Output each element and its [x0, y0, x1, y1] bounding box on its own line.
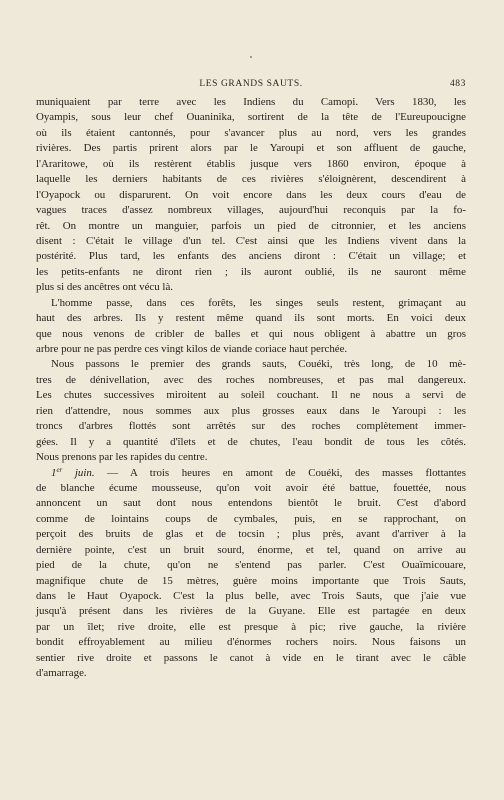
text-line: arbre pour ne pas perdre ces vingt kilos de viande coriace haut perchée.: [36, 343, 348, 355]
text-line: Oyampis, sous leur chef Ouaninika, sortirent de la tête de l'Eureupoucigne: [36, 111, 466, 124]
text-line: par un îlet; rive droite, elle est presque à pic; rive gauche, la rivière: [36, 620, 466, 633]
text-line: haut des arbres. Ils y restent même quand ils sont morts. En voici deux: [36, 312, 466, 325]
text-line: plus si des ancêtres ont vécu là.: [36, 281, 173, 294]
text-line: rien d'attendre, nous sommes aux plus grosses eaux dans le Yaroupi : les: [36, 404, 466, 417]
text-line: comme de lointains coups de cymbales, puis, en se rapprochant, on: [36, 512, 466, 525]
text-line: Les chutes successives miroitent au soleil couchant. Il ne nous a servi de: [36, 389, 466, 402]
date-month: juin.: [74, 466, 95, 479]
text-line: muniquaient par terre avec les Indiens du Camopi. Vers 1830, les: [36, 96, 466, 108]
text-line: postérité. Plus tard, les enfants des anciens diront : C'était un village; et: [36, 250, 466, 263]
date-day: 1: [51, 466, 57, 479]
body-text: [36, 95, 466, 682]
paper-speck: [250, 56, 252, 58]
text-line: [36, 466, 466, 481]
text-line: jusqu'à présent dans les rivières de la Guyane. Elle est partagée en deux: [36, 605, 466, 618]
text-line: magnifique chute de 15 mètres, guère moins importante que Trois Sauts,: [36, 574, 466, 587]
paragraph-coueki-rapids: [36, 357, 466, 465]
text-line: de blanche écume mousseuse, qu'on voit avoir été battue, fouettée, nous: [36, 481, 466, 494]
page-number: 483: [449, 79, 466, 89]
text-line: que nous venons de cribler de balles et qui nous obligent à abattre un gros: [36, 327, 466, 340]
page-header: [36, 79, 466, 93]
paragraph-june-first: [36, 466, 466, 682]
first-line-rest: — A trois heures en amont de Couéki, des masses flottantes: [94, 466, 466, 479]
text-line: pied de la chute, qu'on ne s'entend pas parler. C'est Ouaïmicouare,: [36, 559, 466, 572]
text-line: où ils étaient cantonnés, pour s'avancer plus au nord, vers les grandes: [36, 126, 466, 139]
paragraph-oyampis-migration: [36, 95, 466, 296]
text-line: l'Araritowe, où ils restèrent établis jusque vers 1860 environ, époque à: [36, 157, 466, 170]
text-line: bondit effroyablement au milieu d'énormes rochers noirs. Nous faisons un: [36, 636, 466, 649]
text-line: rivières. Des partis prirent alors par le Yaroupi et son affluent de gauche,: [36, 142, 466, 155]
text-line: disent : C'était le village d'un tel. C'est ainsi que les Indiens vivent dans la: [36, 234, 466, 247]
text-line: Nous prenons par les rapides du centre.: [36, 451, 208, 464]
text-line: tres de dénivellation, avec des roches nombreuses, et pas mal dangereux.: [36, 373, 466, 386]
text-line: perçoit des bruits de glas et de tocsin ; plus près, avant d'arriver à la: [36, 528, 466, 541]
running-title: LES GRANDS SAUTS.: [199, 79, 303, 89]
text-line: vagues traces d'assez nombreux villages, aujourd'hui reconquis par la fo-: [36, 204, 466, 217]
text-line: troncs d'arbres flottés sont arrêtés sur des roches complètement immer-: [36, 420, 466, 433]
text-line: d'amarrage.: [36, 667, 87, 680]
text-line: Nous passons le premier des grands sauts, Couéki, très long, de 10 mè-: [51, 358, 466, 371]
text-line: gées. Il y a quantité d'îlets et de chutes, l'eau bondit de tous les côtés.: [36, 435, 466, 448]
text-line: sentier rive droite et passons le canot à vide en le tirant avec le câble: [36, 651, 466, 664]
text-line: annoncent un saut dont nous entendons bientôt le bruit. C'est d'abord: [36, 497, 466, 510]
date-label: [51, 467, 95, 479]
text-line: dans le Haut Oyapock. C'est la plus belle, avec Trois Sauts, que j'aie vue: [36, 590, 466, 602]
text-line: rêt. On montre un manguier, parfois un pied de citronnier, et les anciens: [36, 219, 466, 232]
text-line: l'Oyapock ou disparurent. On voit encore dans les deux cours d'eau de: [36, 188, 466, 201]
text-line: les petits-enfants ne diront rien ; ils auront oublié, ils ne sauront même: [36, 265, 466, 278]
text-line: dernière pointe, c'est un bruit sourd, énorme, et tel, quand on arrive au: [36, 543, 466, 556]
date-ordinal: er: [56, 465, 63, 474]
text-line: laquelle les derniers habitants de ces rivières s'éloignèrent, descendirent à: [36, 173, 466, 186]
paragraph-monkeys: [36, 296, 466, 358]
text-line: L'homme passe, dans ces forêts, les singes seuls restent, grimaçant au: [51, 296, 466, 309]
